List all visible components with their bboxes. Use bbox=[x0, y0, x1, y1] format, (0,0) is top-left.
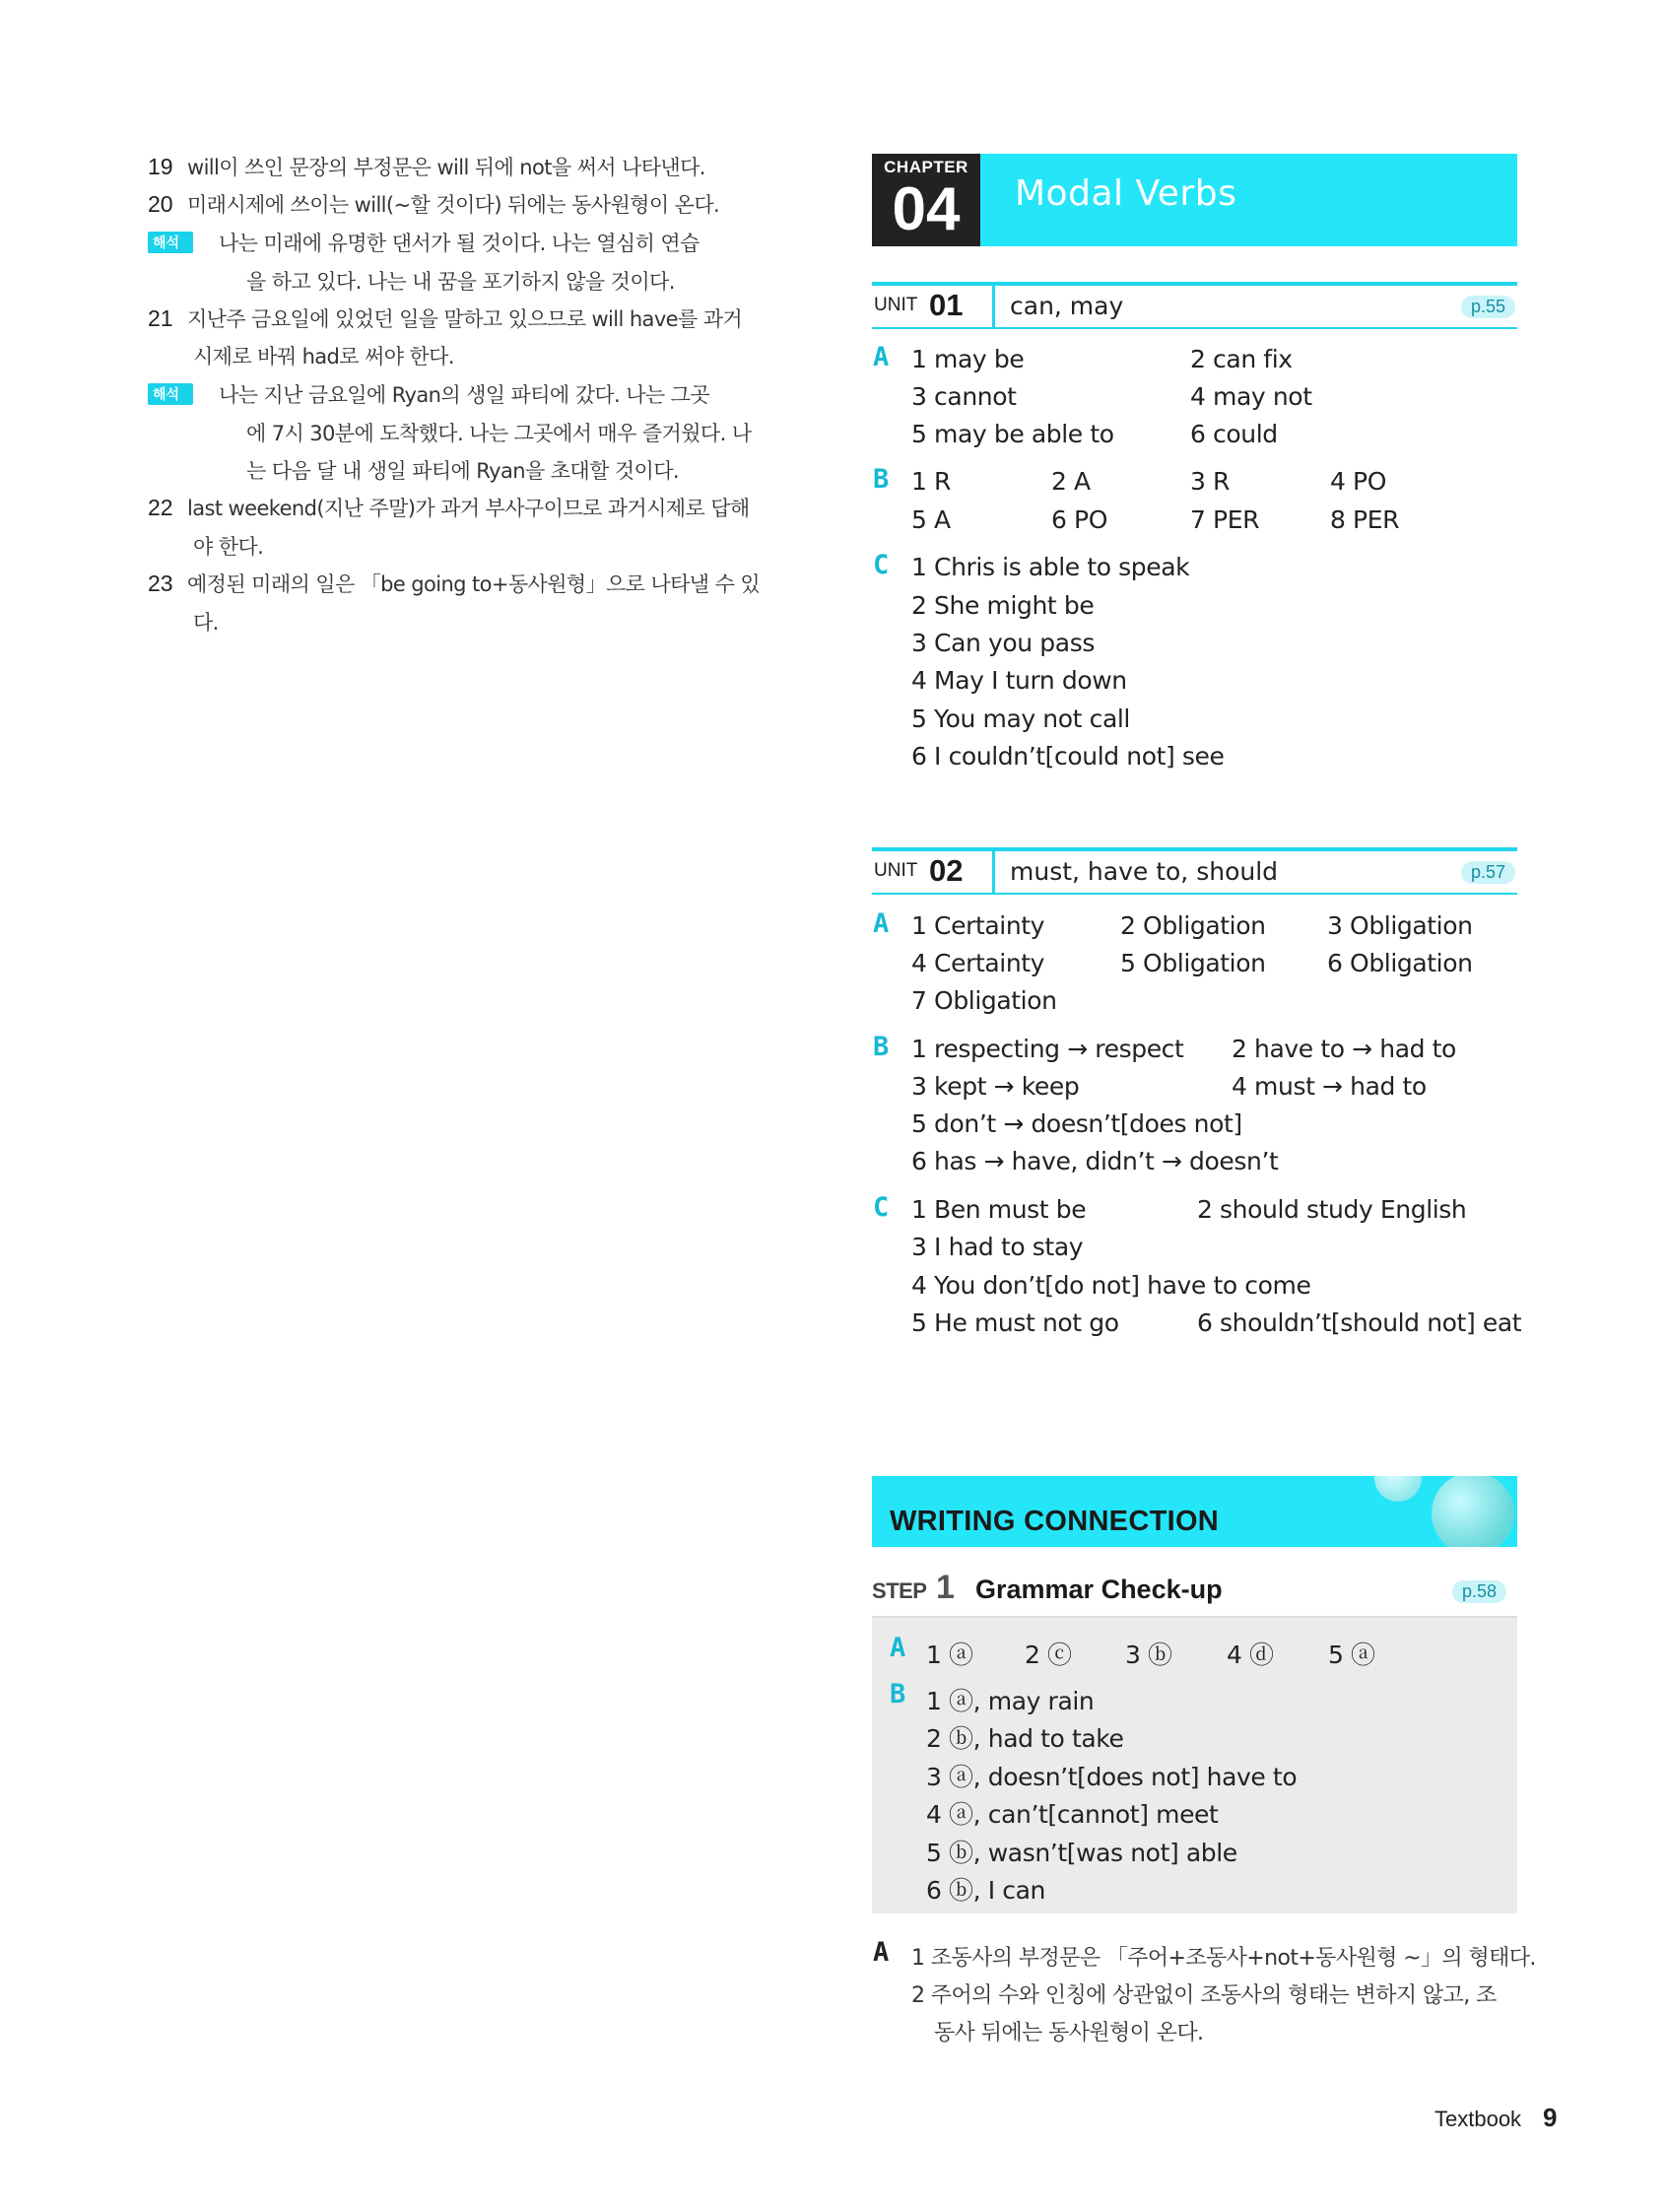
answer-item: 6 PO bbox=[1051, 505, 1108, 534]
answer-item: 1 ⓐ, may rain bbox=[926, 1687, 1095, 1715]
unit-02-header bbox=[872, 847, 1517, 895]
explanation-line: 동사 뒤에는 동사원형이 온다. bbox=[934, 2021, 1204, 2045]
answer-item: 5 may be able to bbox=[911, 420, 1114, 448]
writing-connection-banner bbox=[872, 1476, 1517, 1547]
answer-item: 3 kept → keep bbox=[911, 1072, 1080, 1101]
answer-item: 6 shouldn’t[should not] eat bbox=[1197, 1308, 1522, 1337]
example-21: 해석 ▶ 나는 지난 금요일에 Ryan의 생일 파티에 갔다. 나는 그곳 bbox=[104, 379, 709, 409]
answer-item: 3 Can you pass bbox=[911, 629, 1095, 657]
answer-item: 2 She might be bbox=[911, 591, 1095, 620]
decorative-circle bbox=[1374, 1476, 1422, 1502]
answer-item: 4 may not bbox=[1190, 382, 1312, 411]
answer-item: 5 ⓑ, wasn’t[was not] able bbox=[926, 1839, 1237, 1867]
answer-item: 3 ⓑ bbox=[1125, 1641, 1172, 1669]
step-title: Grammar Check-up bbox=[975, 1575, 1223, 1604]
answer-item: 2 should study English bbox=[1197, 1195, 1467, 1224]
answer-item: 1 Chris is able to speak bbox=[911, 553, 1190, 581]
explanation-23: 23 예정된 미래의 일은 「be going to+동사원형」으로 나타낼 수 있 bbox=[148, 570, 761, 596]
unit-number: 01 bbox=[929, 288, 964, 322]
writing-connection-title: WRITING CONNECTION bbox=[890, 1506, 1220, 1537]
section-b-label: B bbox=[873, 1032, 890, 1062]
unit-label: UNIT bbox=[874, 860, 918, 881]
page-reference-tag: p.57 bbox=[1461, 861, 1515, 884]
unit-title: can, may bbox=[1010, 292, 1124, 320]
answer-item: 3 cannot bbox=[911, 382, 1017, 411]
chapter-title: Modal Verbs bbox=[1015, 173, 1237, 214]
unit-divider bbox=[992, 286, 995, 327]
section-c-label: C bbox=[873, 1192, 890, 1223]
answer-item: 2 ⓑ, had to take bbox=[926, 1724, 1124, 1753]
answer-item: 4 must → had to bbox=[1232, 1072, 1427, 1101]
answer-item: 6 Obligation bbox=[1327, 949, 1473, 977]
answer-item: 2 Obligation bbox=[1120, 911, 1266, 940]
step-label: STEP bbox=[872, 1578, 927, 1603]
answer-item: 3 ⓐ, doesn’t[does not] have to bbox=[926, 1763, 1298, 1791]
explanation-line: 1 조동사의 부정문은 「주어+조동사+not+동사원형 ~」의 형태다. bbox=[911, 1946, 1536, 1971]
answer-item: 5 You may not call bbox=[911, 704, 1130, 733]
answer-item: 1 R bbox=[911, 467, 952, 496]
section-c-label: C bbox=[873, 550, 890, 580]
chapter-number-box bbox=[872, 154, 980, 246]
answer-item: 3 R bbox=[1190, 467, 1231, 496]
answer-item: 5 Obligation bbox=[1120, 949, 1266, 977]
unit-divider bbox=[992, 851, 995, 893]
answer-item: 1 may be bbox=[911, 345, 1025, 373]
answer-item: 5 A bbox=[911, 505, 951, 534]
unit-01-header bbox=[872, 282, 1517, 329]
answer-item: 2 ⓒ bbox=[1025, 1641, 1072, 1669]
section-b-label: B bbox=[873, 464, 890, 495]
explanation-line: 2 주어의 수와 인칭에 상관없이 조동사의 형태는 변하지 않고, 조 bbox=[911, 1983, 1497, 2008]
answer-item: 6 could bbox=[1190, 420, 1278, 448]
explanation-20: 20 미래시제에 쓰이는 will(~할 것이다) 뒤에는 동사원형이 온다. bbox=[148, 191, 720, 217]
explanation-22: 22 last weekend(지난 주말)가 과거 부사구이므로 과거시제로 답해 bbox=[148, 495, 750, 520]
answer-item: 4 PO bbox=[1330, 467, 1387, 496]
answer-item: 8 PER bbox=[1330, 505, 1400, 534]
answer-item: 1 Certainty bbox=[911, 911, 1045, 940]
explanation-a-label: A bbox=[873, 1937, 890, 1968]
answer-item: 5 ⓐ bbox=[1328, 1641, 1375, 1669]
unit-title: must, have to, should bbox=[1010, 857, 1279, 886]
answer-item: 5 He must not go bbox=[911, 1308, 1119, 1337]
section-a-label: A bbox=[890, 1633, 906, 1663]
answer-item: 1 Ben must be bbox=[911, 1195, 1087, 1224]
answer-item: 7 Obligation bbox=[911, 986, 1057, 1015]
answer-item: 3 Obligation bbox=[1327, 911, 1473, 940]
answer-item: 2 have to → had to bbox=[1232, 1035, 1456, 1063]
section-a-label: A bbox=[873, 342, 890, 372]
translation-badge: 해석 ▶ bbox=[148, 383, 193, 405]
answer-item: 4 Certainty bbox=[911, 949, 1045, 977]
answer-item: 5 don’t → doesn’t[does not] bbox=[911, 1109, 1242, 1138]
page-reference-tag: p.55 bbox=[1461, 296, 1515, 318]
answer-item: 2 A bbox=[1051, 467, 1091, 496]
answer-item: 2 can fix bbox=[1190, 345, 1293, 373]
answer-item: 4 May I turn down bbox=[911, 666, 1127, 695]
section-b-label: B bbox=[890, 1679, 906, 1709]
explanation-21: 21 지난주 금요일에 있었던 일을 말하고 있으므로 will have를 과거 bbox=[148, 305, 743, 331]
answer-item: 4 You don’t[do not] have to come bbox=[911, 1271, 1311, 1300]
section-a-label: A bbox=[873, 908, 890, 939]
chapter-number: 04 bbox=[892, 175, 961, 243]
answer-item: 7 PER bbox=[1190, 505, 1260, 534]
step-number: 1 bbox=[936, 1569, 955, 1606]
footer-label: Textbook bbox=[1434, 2107, 1522, 2131]
answer-item: 4 ⓓ bbox=[1227, 1641, 1274, 1669]
chapter-label: CHAPTER bbox=[884, 158, 968, 176]
answer-item: 3 I had to stay bbox=[911, 1233, 1084, 1261]
page-number: 9 bbox=[1543, 2103, 1558, 2132]
explanation-19: 19 will이 쓰인 문장의 부정문은 will 뒤에 not을 써서 나타낸다. bbox=[148, 154, 705, 179]
answer-item: 1 respecting → respect bbox=[911, 1035, 1184, 1063]
answer-item: 6 I couldn’t[could not] see bbox=[911, 742, 1225, 771]
page-reference-tag: p.58 bbox=[1452, 1580, 1506, 1603]
answer-item: 4 ⓐ, can’t[cannot] meet bbox=[926, 1800, 1219, 1829]
unit-label: UNIT bbox=[874, 295, 918, 315]
unit-number: 02 bbox=[929, 853, 964, 888]
answer-item: 6 has → have, didn’t → doesn’t bbox=[911, 1147, 1279, 1175]
translation-badge: 해석 ▶ bbox=[148, 232, 193, 253]
answer-item: 1 ⓐ bbox=[926, 1641, 973, 1669]
answer-item: 6 ⓑ, I can bbox=[926, 1876, 1045, 1905]
example-20: 해석 ▶ 나는 미래에 유명한 댄서가 될 것이다. 나는 열심히 연습 bbox=[104, 228, 700, 257]
decorative-circle bbox=[1432, 1476, 1514, 1547]
